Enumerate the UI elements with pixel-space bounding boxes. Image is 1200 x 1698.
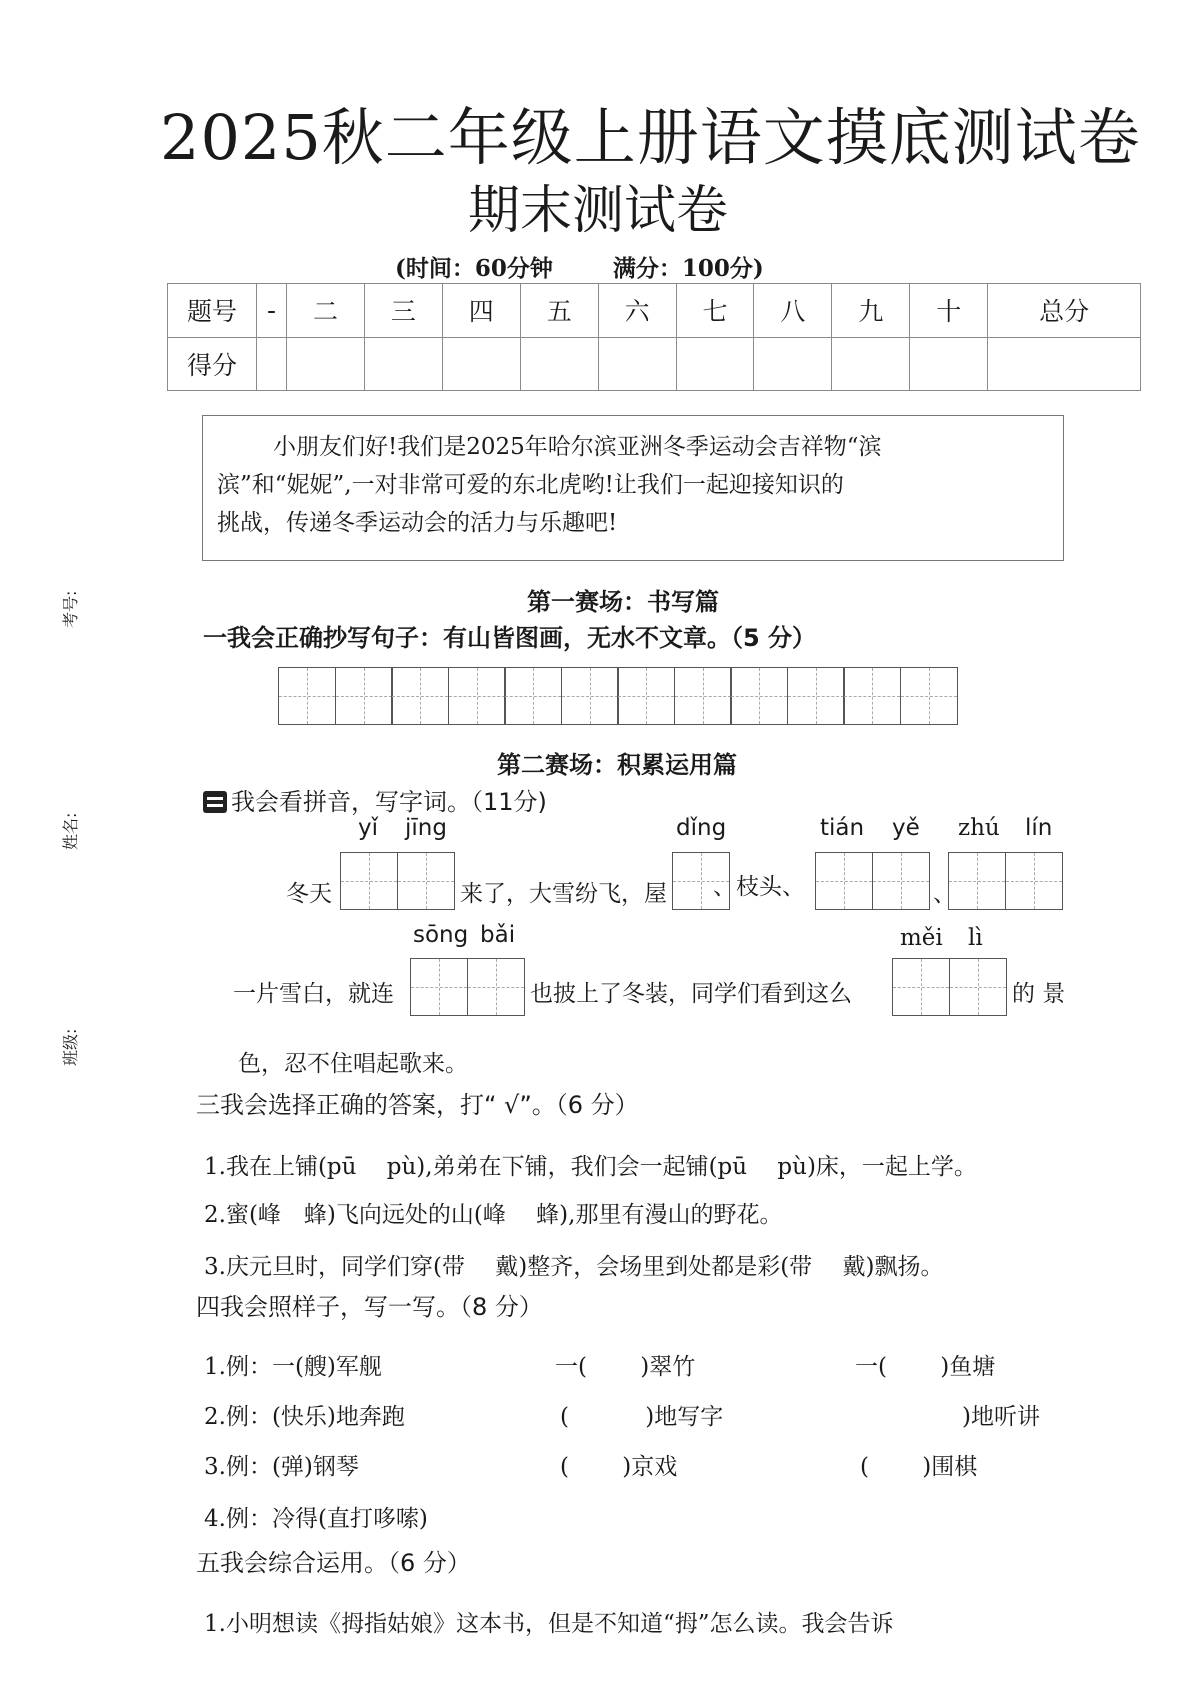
q4-blank[interactable]: )地听讲 xyxy=(962,1404,1040,1430)
time-limit: (时间：60分钟 xyxy=(395,255,553,282)
question-2-text: 我会看拼音，写字词。（11分) xyxy=(231,788,547,816)
score-input-cell[interactable] xyxy=(832,337,910,391)
intro-line: 小朋友们好!我们是2025年哈尔滨亚洲冬季运动会吉祥物“滨 xyxy=(273,434,882,460)
intro-line: 滨”和“妮妮”,一对非常可爱的东北虎哟!让我们一起迎接知识的 xyxy=(217,472,844,498)
writing-cell[interactable] xyxy=(448,667,506,725)
score-cell: 九 xyxy=(832,284,910,338)
score-input-cell[interactable] xyxy=(442,337,520,391)
exam-subtitle: 期末测试卷 xyxy=(468,181,729,241)
answer-grid-meili[interactable] xyxy=(892,958,1005,1016)
q4-example: 4.例：冷得(直打哆嗦) xyxy=(204,1506,428,1532)
score-input-cell[interactable] xyxy=(676,337,754,391)
writing-cell[interactable] xyxy=(391,667,449,725)
writing-cell[interactable] xyxy=(504,667,562,725)
writing-cell[interactable] xyxy=(900,667,958,725)
pinyin: dǐng xyxy=(676,815,727,841)
writing-cell[interactable] xyxy=(410,958,468,1016)
score-input-cell[interactable] xyxy=(257,337,287,391)
q4-blank[interactable]: ( )京戏 xyxy=(560,1454,678,1480)
answer-grid-songbai[interactable] xyxy=(410,958,523,1016)
score-input-cell[interactable] xyxy=(988,337,1141,391)
full-score: 满分：100分) xyxy=(612,255,764,282)
copy-writing-grid[interactable] xyxy=(278,667,956,725)
score-table-score-row xyxy=(168,337,1141,391)
pinyin: lì xyxy=(968,925,983,951)
score-cell: 二 xyxy=(287,284,365,338)
pinyin: sōng xyxy=(413,922,469,948)
writing-cell[interactable] xyxy=(467,958,525,1016)
arena2-heading: 第二赛场：积累运用篇 xyxy=(497,751,737,779)
score-input-cell[interactable] xyxy=(754,337,832,391)
writing-cell[interactable] xyxy=(787,667,845,725)
q4-blank[interactable]: ( )地写字 xyxy=(560,1404,724,1430)
writing-cell[interactable] xyxy=(815,852,873,910)
q3-item: 2.蜜(峰 蜂)飞向远处的山(峰 蜂),那里有漫山的野花。 xyxy=(204,1202,783,1228)
score-input-cell[interactable] xyxy=(520,337,598,391)
q4-blank[interactable]: 一( )翠竹 xyxy=(555,1354,696,1380)
q4-example: 2.例：(快乐)地奔跑 xyxy=(204,1404,405,1430)
score-cell: 十 xyxy=(910,284,988,338)
sentence-part: 来了，大雪纷飞，屋 xyxy=(460,881,667,907)
side-label-name: 姓名: xyxy=(61,812,80,850)
arena1-heading: 第一赛场：书写篇 xyxy=(527,588,719,616)
answer-grid-tianye[interactable] xyxy=(815,852,928,910)
score-table-header-row xyxy=(168,284,1141,338)
side-label-kaohao: 考号: xyxy=(61,590,80,628)
q4-example: 3.例：(弹)钢琴 xyxy=(204,1454,359,1480)
score-cell: 总分 xyxy=(988,284,1141,338)
q3-item: 1.我在上铺(pū pù),弟弟在下铺，我们会一起铺(pū pù)床，一起上学。 xyxy=(204,1154,977,1180)
score-input-cell[interactable] xyxy=(598,337,676,391)
question-5: 五我会综合运用。（6 分） xyxy=(196,1549,471,1577)
question-1: 一我会正确抄写句子：有山皆图画，无水不文章。（5 分） xyxy=(203,624,817,652)
score-row-label: 得分 xyxy=(168,337,257,391)
pinyin: měi xyxy=(900,925,943,951)
writing-cell[interactable] xyxy=(561,667,619,725)
pinyin: jīng xyxy=(405,815,447,841)
question-3: 三我会选择正确的答案，打“ √”。（6 分） xyxy=(196,1091,639,1119)
sentence-part: 、枝头、 xyxy=(713,874,805,900)
answer-grid-yijing[interactable] xyxy=(340,852,453,910)
pinyin: yǐ xyxy=(358,815,379,841)
score-cell: 题号 xyxy=(168,284,257,338)
q4-blank[interactable]: ( )围棋 xyxy=(860,1454,978,1480)
pinyin: yě xyxy=(892,815,920,841)
score-cell: 七 xyxy=(676,284,754,338)
score-table xyxy=(167,283,1141,391)
writing-cell[interactable] xyxy=(892,958,950,1016)
score-input-cell[interactable] xyxy=(364,337,442,391)
exam-title: 2025秋二年级上册语文摸底测试卷 xyxy=(160,101,1141,174)
writing-cell[interactable] xyxy=(335,667,393,725)
time-score-line xyxy=(395,250,824,283)
pinyin: zhú xyxy=(958,815,1000,841)
q4-blank[interactable]: 一( )鱼塘 xyxy=(855,1354,996,1380)
writing-cell[interactable] xyxy=(340,852,398,910)
intro-line: 挑战，传递冬季运动会的活力与乐趣吧! xyxy=(217,510,618,536)
writing-cell[interactable] xyxy=(397,852,455,910)
writing-cell[interactable] xyxy=(872,852,930,910)
sentence-part: 也披上了冬装，同学们看到这么 xyxy=(530,981,852,1007)
score-cell: 五 xyxy=(520,284,598,338)
score-input-cell[interactable] xyxy=(287,337,365,391)
sentence-part: 的 景 xyxy=(1012,981,1066,1007)
q3-item: 3.庆元旦时，同学们穿(带 戴)整齐，会场里到处都是彩(带 戴)飘扬。 xyxy=(204,1254,944,1280)
sentence-part: 冬天 xyxy=(286,881,332,907)
score-cell: 四 xyxy=(442,284,520,338)
pinyin: lín xyxy=(1025,815,1053,841)
intro-box xyxy=(202,415,1064,561)
writing-cell[interactable] xyxy=(674,667,732,725)
number-two-icon xyxy=(203,791,227,813)
sentence-part: 色，忍不住唱起歌来。 xyxy=(238,1051,468,1077)
writing-cell[interactable] xyxy=(948,852,1006,910)
writing-cell[interactable] xyxy=(949,958,1007,1016)
writing-cell[interactable] xyxy=(730,667,788,725)
pinyin: tián xyxy=(820,815,865,841)
writing-cell[interactable] xyxy=(843,667,901,725)
sentence-part: 一片雪白，就连 xyxy=(233,981,394,1007)
score-cell: 八 xyxy=(754,284,832,338)
score-cell: 三 xyxy=(364,284,442,338)
pinyin: bǎi xyxy=(480,922,516,948)
sentence-part: 、 xyxy=(933,881,956,907)
writing-cell[interactable] xyxy=(278,667,336,725)
score-cell: 六 xyxy=(598,284,676,338)
score-cell: - xyxy=(257,284,287,338)
question-2 xyxy=(203,782,547,817)
writing-cell[interactable] xyxy=(617,667,675,725)
side-label-class: 班级: xyxy=(61,1028,80,1066)
writing-cell[interactable] xyxy=(1005,852,1063,910)
score-input-cell[interactable] xyxy=(910,337,988,391)
answer-grid-zhulin[interactable] xyxy=(948,852,1061,910)
q4-example: 1.例：一(艘)军舰 xyxy=(204,1354,382,1380)
q5-item: 1.小明想读《拇指姑娘》这本书，但是不知道“拇”怎么读。我会告诉 xyxy=(204,1611,894,1637)
question-4: 四我会照样子，写一写。（8 分） xyxy=(196,1293,543,1321)
